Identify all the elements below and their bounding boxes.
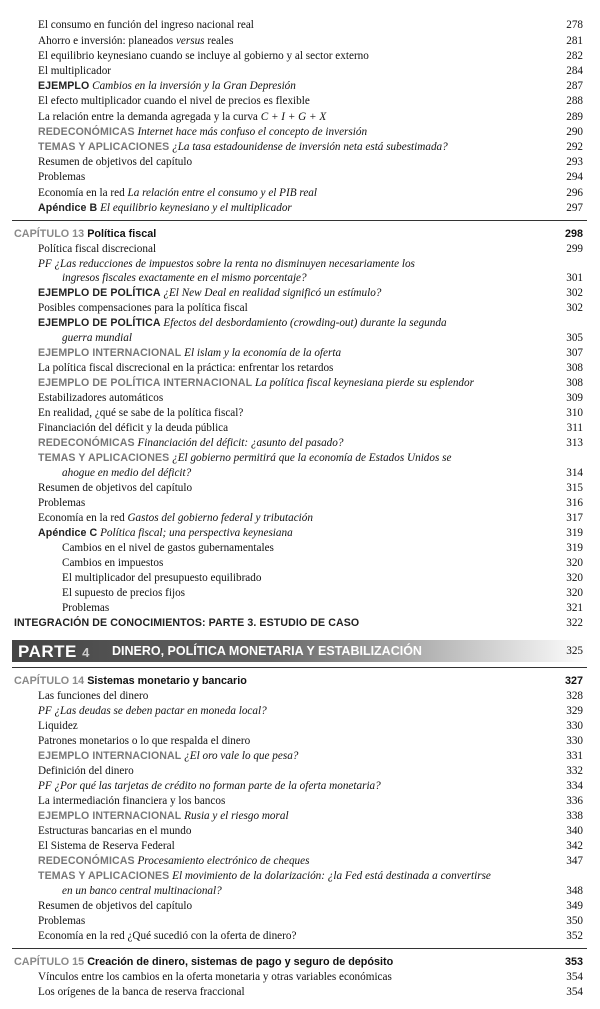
entry-text-segment: EJEMPLO DE POLÍTICA INTERNACIONAL (38, 377, 253, 389)
entry-title (38, 94, 310, 109)
entry-title (38, 286, 381, 301)
entry-text-segment: La política fiscal keynesiana pierde su esplendor (252, 377, 474, 389)
entry-text-segment: REDECONÓMICAS (38, 437, 135, 449)
entry-title (14, 227, 156, 242)
page-number: 334 (566, 780, 583, 792)
entry-text-segment: REDECONÓMICAS (38, 126, 135, 138)
entry-text-segment: ¿La tasa estadounidense de inversión neta está subestimada? (169, 141, 448, 153)
toc-entry (0, 704, 600, 720)
page-number: 308 (566, 377, 583, 389)
toc-entry (0, 854, 600, 870)
entry-text-segment: Efectos del desbordamiento (crowding-out) durante la segunda (160, 317, 447, 329)
entry-title (38, 125, 367, 140)
page-number: 349 (566, 900, 583, 912)
page-number: 287 (566, 80, 583, 92)
toc-entry (0, 616, 600, 632)
chapter-heading (0, 674, 600, 690)
toc-entry (0, 331, 600, 347)
entry-text-segment: EJEMPLO INTERNACIONAL (38, 810, 182, 822)
entry-text-segment: Cambios en impuestos (62, 557, 164, 569)
toc-entry (0, 985, 600, 1001)
toc-entry (0, 94, 600, 110)
toc-entry (0, 970, 600, 986)
entry-text-segment: EJEMPLO (38, 80, 90, 92)
page-number: 328 (566, 690, 583, 702)
entry-text-segment: Patrones monetarios o lo que respalda el dinero (38, 735, 251, 747)
entry-title (38, 110, 326, 125)
entry-text-segment: El equilibrio keynesiano cuando se incluye al gobierno y al sector externo (38, 50, 369, 62)
toc-entry (0, 201, 600, 217)
entry-title (38, 734, 250, 749)
entry-text-segment: ingresos fiscales exactamente en el mismo porcentaje? (62, 272, 307, 284)
page-number: 322 (566, 617, 583, 629)
entry-text-segment: TEMAS Y APLICACIONES (38, 141, 170, 153)
entry-text-segment: Problemas (62, 602, 110, 614)
entry-title (38, 869, 491, 884)
page-number: 292 (566, 141, 583, 153)
entry-title (38, 346, 341, 361)
toc-entry (0, 49, 600, 65)
toc-entry (0, 541, 600, 557)
toc-entry (0, 734, 600, 750)
page-number: 294 (566, 171, 583, 183)
toc-entry (0, 794, 600, 810)
entry-title (38, 421, 228, 436)
entry-text-segment: reales (204, 35, 234, 47)
entry-text-segment: ¿El gobierno permitirá que la economía de Estados Unidos se (169, 452, 452, 464)
entry-text-segment: Cambios en la inversión y la Gran Depresión (89, 80, 296, 92)
entry-text-segment: Cambios en el nivel de gastos gubernamentales (62, 542, 274, 554)
entry-title (62, 586, 185, 601)
toc-entry (0, 899, 600, 915)
page-number: 316 (566, 497, 583, 509)
toc-entry (0, 421, 600, 437)
toc-entry (0, 79, 600, 95)
page-number: 278 (566, 19, 583, 31)
toc-entry (0, 34, 600, 50)
page-number: 307 (566, 347, 583, 359)
entry-text-segment: Política fiscal discrecional (38, 243, 157, 255)
chapter-heading (0, 227, 600, 243)
page-number: 308 (566, 362, 583, 374)
toc-entry (0, 271, 600, 287)
entry-title (38, 140, 448, 155)
entry-text-segment: versus (175, 35, 205, 47)
entry-title (38, 451, 451, 466)
toc-entry (0, 301, 600, 317)
page-number: 309 (566, 392, 583, 404)
page-number: 332 (566, 765, 583, 777)
page-number: 288 (566, 95, 583, 107)
entry-text-segment: Economía en la red ¿Qué sucedió con la oferta de dinero? (38, 930, 297, 942)
entry-title (38, 854, 309, 869)
toc-entry (0, 839, 600, 855)
entry-text-segment: Vínculos entre los cambios en la oferta monetaria y otras variables económicas (38, 971, 392, 983)
toc-entry (0, 451, 600, 467)
page-number: 310 (566, 407, 583, 419)
entry-text-segment: El efecto multiplicador cuando el nivel de precios es flexible (38, 95, 310, 107)
entry-text-segment: CAPÍTULO 14 (14, 675, 85, 687)
toc-entry (0, 511, 600, 527)
toc-entry (0, 779, 600, 795)
entry-text-segment: Financiación del déficit y la deuda pública (38, 422, 229, 434)
page-number: 313 (566, 437, 583, 449)
entry-title (38, 34, 233, 49)
entry-text-segment: El supuesto de precios fijos (62, 587, 186, 599)
toc-entry (0, 586, 600, 602)
entry-text-segment: en un banco central multinacional? (62, 885, 222, 897)
entry-title (38, 391, 163, 406)
entry-title (38, 155, 192, 170)
entry-title (38, 985, 245, 1000)
entry-text-segment: TEMAS Y APLICACIONES (38, 452, 170, 464)
entry-text-segment: EJEMPLO INTERNACIONAL (38, 347, 182, 359)
entry-text-segment: Gastos del gobierno federal y tributación (124, 512, 313, 524)
page-number: 320 (566, 587, 583, 599)
entry-text-segment: Estructuras bancarias en el mundo (38, 825, 192, 837)
page-number: 340 (566, 825, 583, 837)
toc-entry (0, 155, 600, 171)
entry-title (38, 914, 85, 929)
toc-entry (0, 140, 600, 156)
part-label: PARTE 4 (18, 642, 90, 661)
toc-entry (0, 18, 600, 34)
page-number: 353 (564, 956, 583, 968)
entry-text-segment: Sistemas monetario y bancario (84, 675, 247, 687)
entry-title (38, 436, 343, 451)
page-number: 331 (566, 750, 583, 762)
page-number: 301 (566, 272, 583, 284)
entry-text-segment: Economía en la red (38, 512, 125, 524)
entry-text-segment: Internet hace más confuso el concepto de inversión (134, 126, 368, 138)
entry-title (38, 201, 292, 216)
entry-title (38, 361, 333, 376)
entry-title (38, 316, 447, 331)
entry-text-segment: El multiplicador del presupuesto equilibrado (62, 572, 262, 584)
part-banner (12, 640, 588, 662)
page-number: 290 (566, 126, 583, 138)
entry-title (62, 556, 163, 571)
toc-entry (0, 481, 600, 497)
entry-title (38, 496, 85, 511)
entry-title (38, 526, 293, 541)
entry-title (38, 186, 317, 201)
entry-title (38, 839, 175, 854)
entry-title (38, 764, 134, 779)
entry-text-segment: El movimiento de la dolarización: ¿la Fed está destinada a convertirse (169, 870, 491, 882)
toc-entry (0, 496, 600, 512)
entry-title (14, 955, 393, 970)
page-number: 330 (566, 720, 583, 732)
entry-title (38, 749, 298, 764)
toc-entry (0, 316, 600, 332)
toc-entry (0, 466, 600, 482)
page-number: 311 (566, 422, 583, 434)
toc-entry (0, 764, 600, 780)
entry-text-segment: Problemas (38, 497, 86, 509)
toc-entry (0, 809, 600, 825)
entry-text-segment: REDECONÓMICAS (38, 855, 135, 867)
entry-text-segment: ¿El oro vale lo que pesa? (181, 750, 299, 762)
entry-text-segment: EJEMPLO INTERNACIONAL (38, 750, 182, 762)
entry-title (38, 704, 267, 719)
toc-entry (0, 346, 600, 362)
entry-text-segment: PF ¿Las deudas se deben pactar en moneda local? (38, 705, 267, 717)
toc-entry (0, 64, 600, 80)
entry-text-segment: Definición del dinero (38, 765, 134, 777)
page-number: 347 (566, 855, 583, 867)
entry-text-segment: PF ¿Las reducciones de impuestos sobre la renta no disminuyen necesariamente los (38, 258, 415, 270)
page-number: 348 (566, 885, 583, 897)
entry-text-segment: El equilibrio keynesiano y el multiplicador (97, 202, 292, 214)
entry-title (62, 571, 261, 586)
entry-text-segment: EJEMPLO DE POLÍTICA (38, 317, 161, 329)
chapter-divider (12, 667, 587, 668)
entry-text-segment: Apéndice C (38, 527, 98, 539)
page-number: 336 (566, 795, 583, 807)
entry-text-segment: Problemas (38, 171, 86, 183)
entry-text-segment: Posibles compensaciones para la política fiscal (38, 302, 248, 314)
entry-text-segment: La intermediación financiera y los bancos (38, 795, 226, 807)
entry-title (38, 257, 415, 272)
toc-entry (0, 242, 600, 258)
entry-title (62, 331, 132, 346)
page-number: 319 (566, 527, 583, 539)
toc-entry (0, 719, 600, 735)
toc-entry (0, 376, 600, 392)
entry-text-segment: Apéndice B (38, 202, 98, 214)
entry-text-segment: Resumen de objetivos del capítulo (38, 156, 193, 168)
entry-text-segment: CAPÍTULO 15 (14, 956, 85, 968)
page-number: 298 (564, 228, 583, 240)
page-number: 297 (566, 202, 583, 214)
entry-text-segment: ¿El New Deal en realidad significó un estímulo? (160, 287, 382, 299)
chapter-divider (12, 220, 587, 221)
entry-text-segment: Estabilizadores automáticos (38, 392, 164, 404)
page-number: 296 (566, 187, 583, 199)
entry-text-segment: En realidad, ¿qué se sabe de la política fiscal? (38, 407, 244, 419)
entry-title (14, 674, 247, 689)
page-number: 342 (566, 840, 583, 852)
entry-title (38, 481, 192, 496)
entry-title (38, 719, 78, 734)
entry-title (38, 794, 225, 809)
page-number: 330 (566, 735, 583, 747)
toc-entry (0, 929, 600, 945)
entry-title (38, 301, 248, 316)
page-number: 320 (566, 557, 583, 569)
toc-entry (0, 391, 600, 407)
entry-title (62, 541, 274, 556)
entry-text-segment: Problemas (38, 915, 86, 927)
page-number: 354 (566, 986, 583, 998)
entry-title (62, 884, 222, 899)
toc-entry (0, 884, 600, 900)
page-number: 329 (566, 705, 583, 717)
chapter-divider (12, 948, 587, 949)
entry-title (38, 511, 313, 526)
entry-text-segment: La relación entre el consumo y el PIB real (124, 187, 317, 199)
entry-title (38, 170, 85, 185)
entry-title (38, 899, 192, 914)
page-number: 338 (566, 810, 583, 822)
entry-title (38, 64, 111, 79)
toc-entry (0, 110, 600, 126)
entry-text-segment: Los orígenes de la banca de reserva fraccional (38, 986, 245, 998)
entry-title (38, 406, 243, 421)
toc-entry (0, 186, 600, 202)
toc-entry (0, 556, 600, 572)
toc-entry (0, 571, 600, 587)
entry-text-segment: ahogue en medio del déficit? (62, 467, 192, 479)
entry-text-segment: EJEMPLO DE POLÍTICA (38, 287, 161, 299)
page-number: 282 (566, 50, 583, 62)
entry-title (38, 18, 254, 33)
entry-text-segment: INTEGRACIÓN DE CONOCIMIENTOS: PARTE 3. ESTUDIO DE CASO (14, 617, 360, 629)
entry-text-segment: Resumen de objetivos del capítulo (38, 900, 193, 912)
page-number: 302 (566, 287, 583, 299)
entry-text-segment: Ahorro e inversión: planeados (38, 35, 176, 47)
toc-entry (0, 170, 600, 186)
entry-text-segment: Procesamiento electrónico de cheques (134, 855, 310, 867)
toc-entry (0, 869, 600, 885)
entry-title (62, 271, 307, 286)
page-number: 314 (566, 467, 583, 479)
entry-title (38, 689, 148, 704)
page-number: 350 (566, 915, 583, 927)
page-number: 305 (566, 332, 583, 344)
page-number: 281 (566, 35, 583, 47)
toc-entry (0, 749, 600, 765)
entry-text-segment: La relación entre la demanda agregada y la curva (38, 111, 261, 123)
page-number: 320 (566, 572, 583, 584)
entry-text-segment: guerra mundial (62, 332, 132, 344)
toc-entry (0, 125, 600, 141)
toc-entry (0, 689, 600, 705)
entry-text-segment: Política fiscal; una perspectiva keynesiana (97, 527, 293, 539)
entry-title (38, 779, 381, 794)
entry-text-segment: El Sistema de Reserva Federal (38, 840, 175, 852)
chapter-heading (0, 955, 600, 971)
page-number: 302 (566, 302, 583, 314)
part-title: DINERO, POLÍTICA MONETARIA Y ESTABILIZACIÓN (112, 644, 422, 658)
toc-entry (0, 361, 600, 377)
page-number: 354 (566, 971, 583, 983)
page-number: 317 (566, 512, 583, 524)
toc-entry (0, 286, 600, 302)
toc-entry (0, 824, 600, 840)
entry-title (62, 601, 109, 616)
entry-title (38, 970, 392, 985)
page-number: 315 (566, 482, 583, 494)
page-number: 319 (566, 542, 583, 554)
entry-text-segment: C + I + G + X (260, 111, 327, 123)
toc-entry (0, 526, 600, 542)
entry-text-segment: Resumen de objetivos del capítulo (38, 482, 193, 494)
entry-title (38, 929, 296, 944)
entry-text-segment: Economía en la red (38, 187, 125, 199)
page-number: 327 (564, 675, 583, 687)
page-number: 352 (566, 930, 583, 942)
entry-title (38, 376, 474, 391)
page-number: 289 (566, 111, 583, 123)
entry-text-segment: Creación de dinero, sistemas de pago y seguro de depósito (84, 956, 394, 968)
entry-title (38, 809, 289, 824)
entry-text-segment: El consumo en función del ingreso nacional real (38, 19, 254, 31)
entry-title (38, 49, 369, 64)
page-number: 321 (566, 602, 583, 614)
part-page-number: 325 (566, 645, 583, 657)
entry-text-segment: Liquidez (38, 720, 78, 732)
entry-text-segment: Política fiscal (84, 228, 157, 240)
toc-entry (0, 601, 600, 617)
entry-title (38, 824, 191, 839)
toc-entry (0, 914, 600, 930)
page-number: 284 (566, 65, 583, 77)
toc-entry (0, 406, 600, 422)
entry-title (38, 242, 156, 257)
entry-text-segment: Rusia y el riesgo moral (181, 810, 289, 822)
page-number: 293 (566, 156, 583, 168)
toc-entry (0, 436, 600, 452)
entry-text-segment: TEMAS Y APLICACIONES (38, 870, 170, 882)
page-number: 299 (566, 243, 583, 255)
entry-text-segment: Las funciones del dinero (38, 690, 149, 702)
entry-text-segment: PF ¿Por qué las tarjetas de crédito no forman parte de la oferta monetaria? (38, 780, 381, 792)
entry-title (38, 79, 296, 94)
entry-text-segment: El islam y la economía de la oferta (181, 347, 342, 359)
entry-text-segment: Financiación del déficit: ¿asunto del pasado? (134, 437, 344, 449)
entry-text-segment: CAPÍTULO 13 (14, 228, 85, 240)
entry-text-segment: La política fiscal discrecional en la práctica: enfrentar los retardos (38, 362, 334, 374)
entry-title (62, 466, 191, 481)
entry-title (14, 616, 359, 631)
entry-text-segment: El multiplicador (38, 65, 112, 77)
